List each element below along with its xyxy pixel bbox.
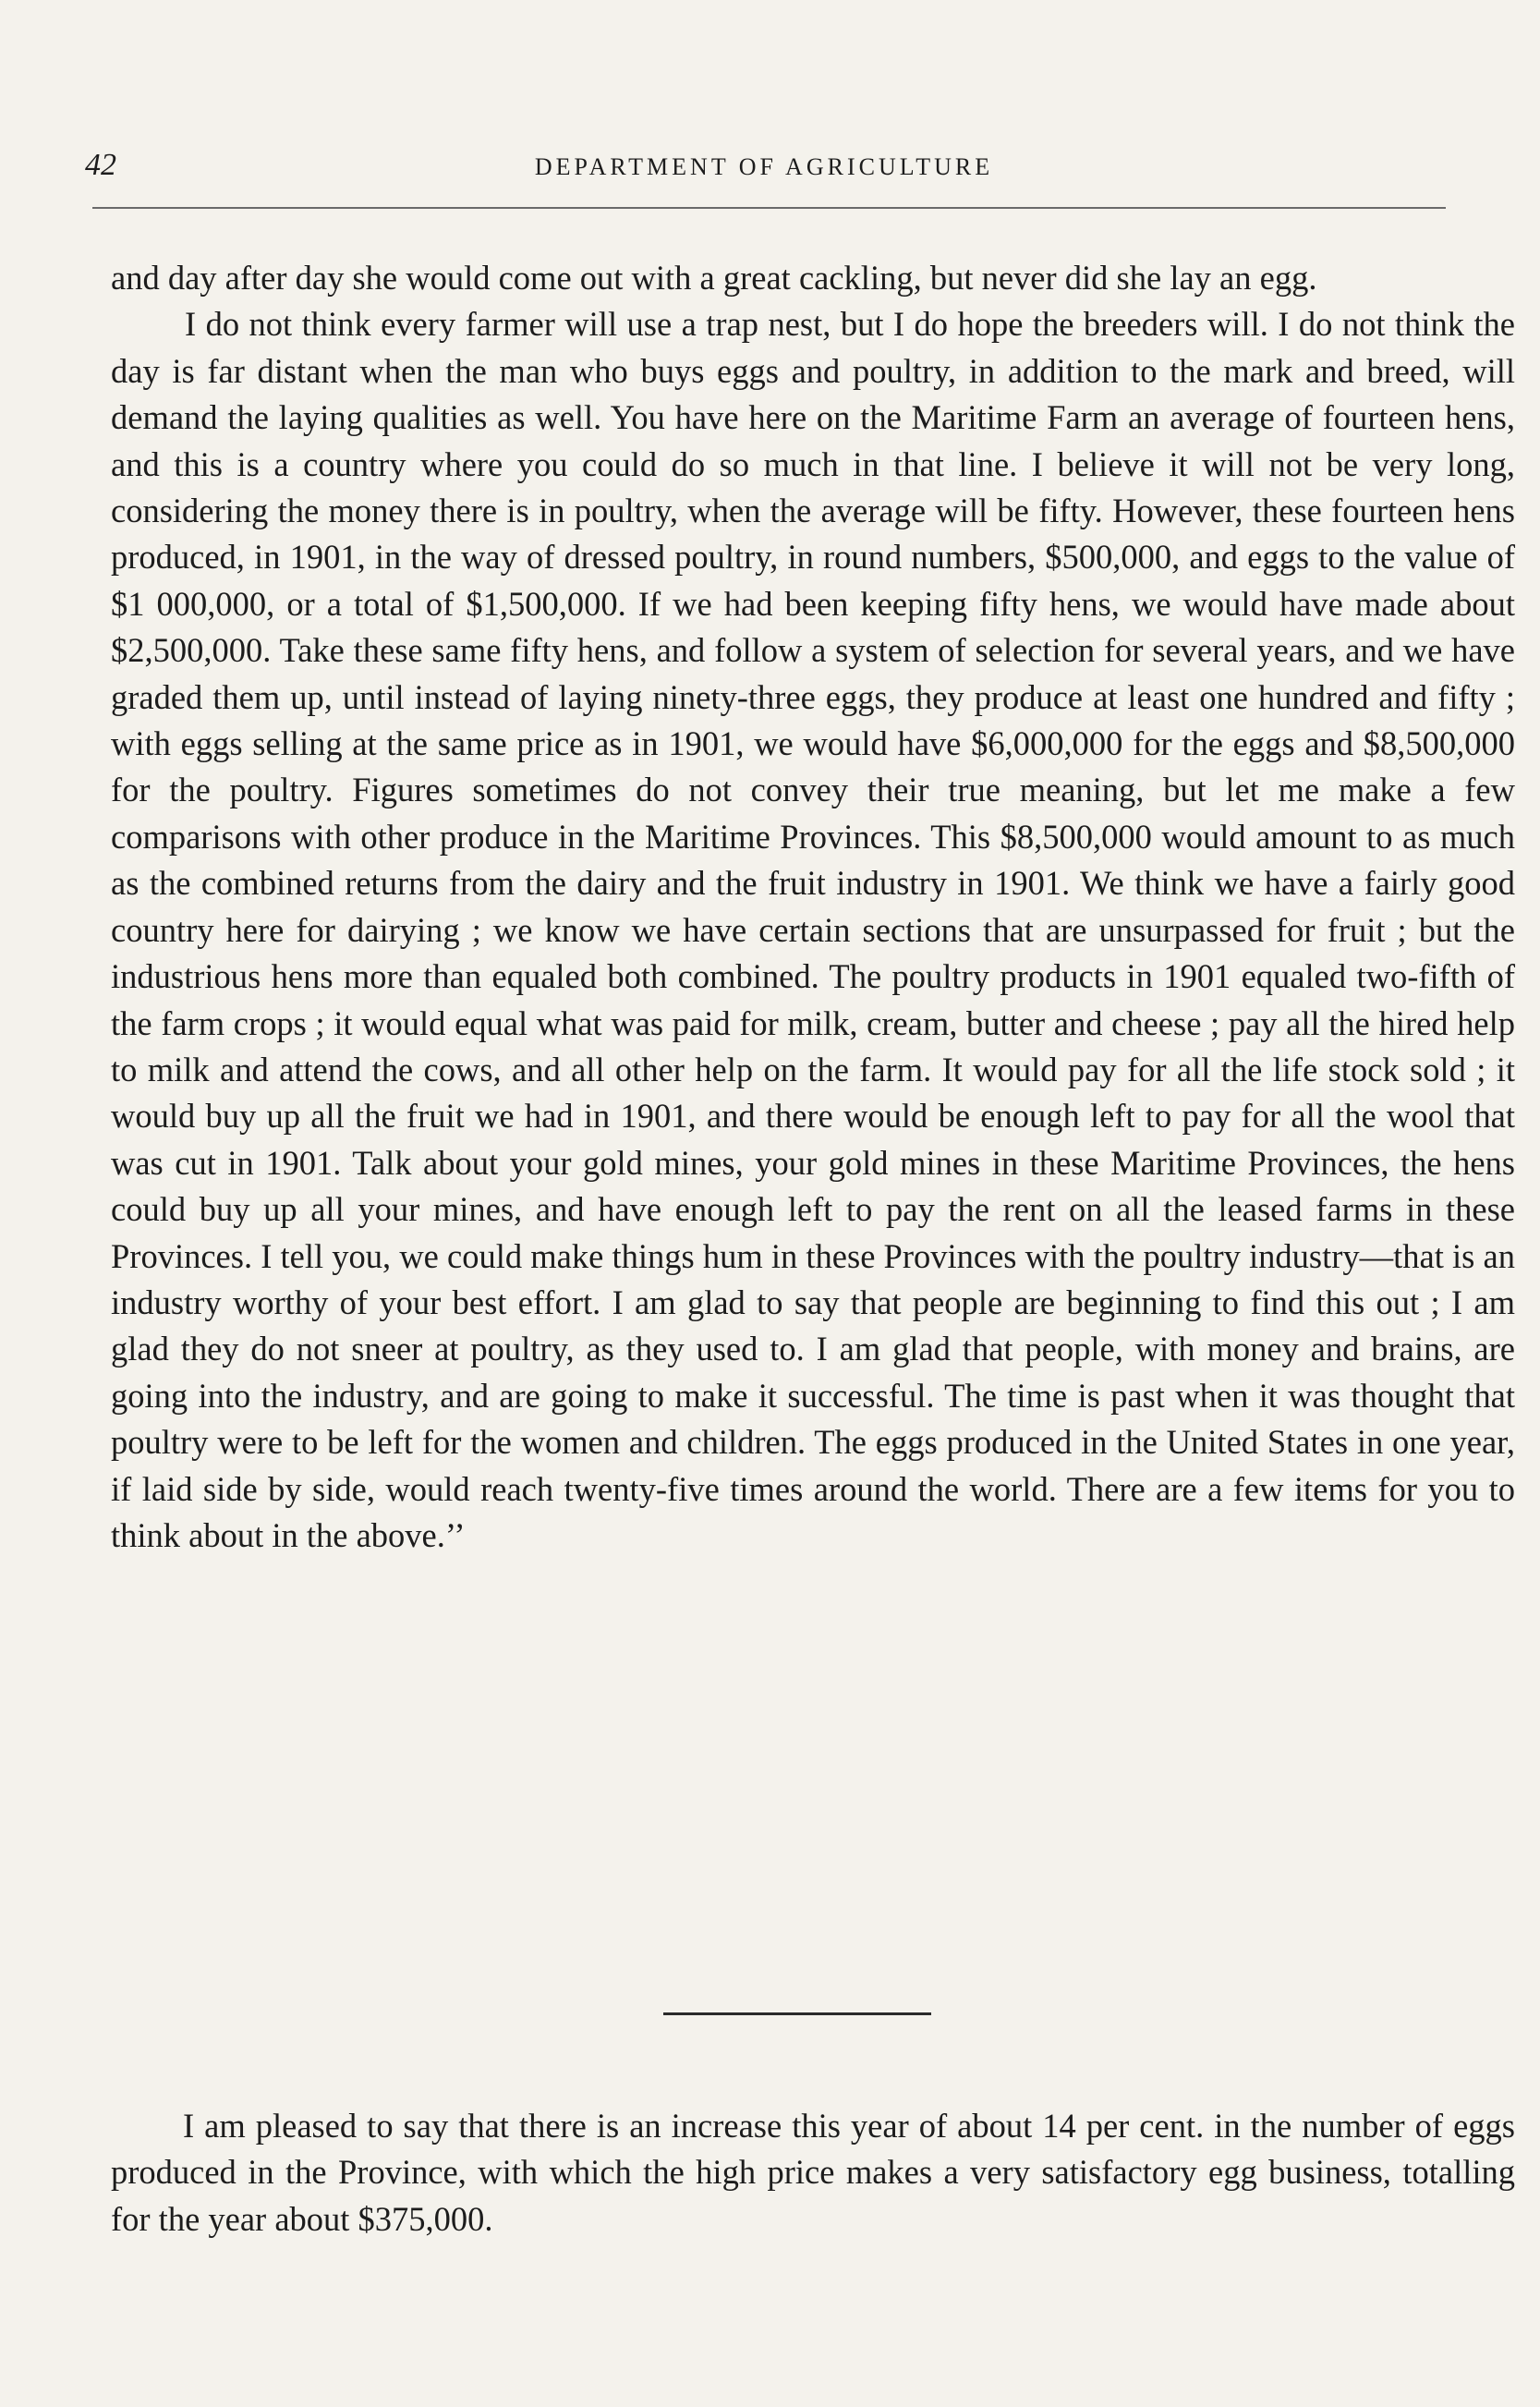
page-header xyxy=(85,148,1443,194)
running-head: DEPARTMENT OF AGRICULTURE xyxy=(534,153,994,180)
closing-text xyxy=(111,2103,1515,2243)
closing-paragraph: I am pleased to say that there is an increase this year of about 14 per cent. in the number of eggs produced in the Province, with which the high price makes a very satisfactory egg business, totalling for the year about $375,000. xyxy=(111,2107,1515,2238)
section-divider xyxy=(663,2012,931,2015)
paragraph: I do not think every farmer will use a trap nest, but I do hope the breeders will. I do not think the day is far distant when the man who buys eggs and poultry, in addition to the mark and breed, will demand the laying qualities as well. You have here on the Maritime Farm an average of fourteen hens, and this is a country where you could do so much in that line. I believe it will not be very long, considering the money there is in poultry, when the average will be fifty. However, these fourteen hens produced, in 1901, in the way of dressed poultry, in round numbers, $500,000, and eggs to the value of $1 000,000, or a total of $1,500,000. If we had been keeping fifty hens, we would have made about $2,500,000. Take these same fifty hens, and follow a system of selection for several years, and we have graded them up, until instead of laying ninety-three eggs, they produce at least one hundred and fifty ; with eggs selling at the same price as in 1901, we would have $6,000,000 for the eggs and $8,500,000 for the poultry. Figures sometimes do not convey their true meaning, but let me make a few comparisons with other produce in the Maritime Provinces. This $8,500,000 would amount to as much as the combined returns from the dairy and the fruit industry in 1901. We think we have a fairly good country here for dairying ; we know we have certain sections that are unsurpassed for fruit ; but the industrious hens more than equaled both combined. The poultry products in 1901 equaled two-fifth of the farm crops ; it would equal what was paid for milk, cream, butter and cheese ; pay all the hired help to milk and attend the cows, and all other help on the farm. It would pay for all the life stock sold ; it would buy up all the fruit we had in 1901, and there would be enough left to pay for all the wool that was cut in 1901. Talk about your gold mines, your gold mines in these Maritime Provinces, the hens could buy up all your mines, and have enough left to pay the rent on all the leased farms in these Provinces. I tell you, we could make things hum in these Provinces with the poultry industry—that is an industry worthy of your best effort. I am glad to say that people are beginning to find this out ; I am glad they do not sneer at poultry, as they used to. I am glad that people, with money and brains, are going into the industry, and are going to make it successful. The time is past when it was thought that poultry were to be left for the women and children. The eggs produced in the United States in one year, if laid side by side, would reach twenty-five times around the world. There are a few items for you to think about in the above.’’ xyxy=(111,305,1515,1554)
body-text xyxy=(111,255,1515,1559)
header-rule xyxy=(92,207,1446,209)
page-number: 42 xyxy=(85,148,116,182)
paragraph-continued: and day after day she would come out with a great cackling, but never did she lay an egg. xyxy=(111,259,1317,297)
